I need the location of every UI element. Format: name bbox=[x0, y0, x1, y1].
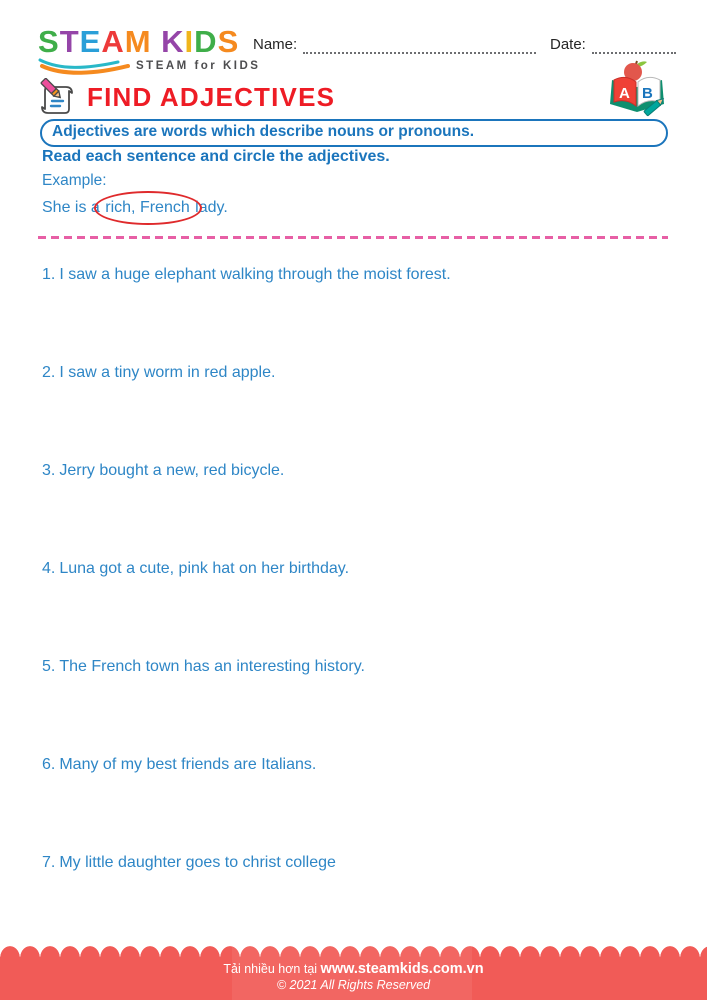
sentence-text: The French town has an interesting history. bbox=[59, 658, 365, 675]
logo-letter: T bbox=[59, 24, 80, 59]
sentence-number: 3. bbox=[42, 462, 56, 479]
footer-copyright: © 2021 All Rights Reserved bbox=[276, 978, 431, 992]
sentence-number: 6. bbox=[42, 756, 56, 773]
sentence-number: 7. bbox=[42, 854, 56, 871]
sentence-list bbox=[42, 265, 672, 951]
svg-text:B: B bbox=[642, 85, 653, 102]
pencil-paper-icon bbox=[38, 78, 78, 116]
logo-letter: A bbox=[101, 24, 125, 59]
logo-letter: E bbox=[79, 24, 102, 59]
sentence-row bbox=[42, 657, 672, 755]
sentence-number: 1. bbox=[42, 266, 56, 283]
sentence-row bbox=[42, 755, 672, 853]
sentence-text: Many of my best friends are Italians. bbox=[59, 756, 317, 773]
sentence-row bbox=[42, 363, 672, 461]
sentence-row bbox=[42, 853, 672, 951]
logo-wordmark bbox=[38, 26, 260, 57]
logo-letter bbox=[152, 24, 162, 59]
logo-letter: I bbox=[184, 24, 195, 59]
sentence-number: 5. bbox=[42, 658, 56, 675]
definition-box bbox=[40, 119, 668, 147]
name-field-group bbox=[253, 36, 536, 54]
sentence-text: I saw a huge elephant walking through the moist forest. bbox=[59, 266, 451, 283]
sentence-number: 2. bbox=[42, 364, 56, 381]
date-label: Date: bbox=[550, 36, 586, 53]
sentence-text: Jerry bought a new, red bicycle. bbox=[59, 462, 285, 479]
name-label: Name: bbox=[253, 36, 298, 53]
svg-text:A: A bbox=[619, 85, 630, 102]
date-field-group bbox=[550, 36, 676, 54]
example-sentence bbox=[42, 199, 228, 217]
logo-letter: S bbox=[217, 24, 240, 59]
logo-letter: M bbox=[124, 24, 152, 59]
sentence-row bbox=[42, 559, 672, 657]
logo-letter: D bbox=[194, 24, 218, 59]
sentence-row bbox=[42, 265, 672, 363]
sentence-number: 4. bbox=[42, 560, 56, 577]
definition-text: Adjectives are words which describe nouns or pronouns. bbox=[52, 123, 475, 140]
example-label: Example: bbox=[42, 172, 107, 189]
footer-download-line bbox=[0, 957, 707, 977]
footer-url-link[interactable]: www.steamkids.com.vn bbox=[320, 961, 484, 977]
date-blank-line bbox=[592, 39, 676, 54]
dashed-divider bbox=[38, 236, 668, 239]
sentence-text: I saw a tiny worm in red apple. bbox=[59, 364, 276, 381]
abc-book-icon bbox=[606, 56, 668, 118]
logo-letter: K bbox=[161, 24, 185, 59]
title-row bbox=[38, 78, 335, 116]
footer-pre-text: Tải nhiều hơn tại bbox=[223, 962, 318, 976]
red-circle-annotation bbox=[94, 191, 201, 225]
circled-words: rich, French bbox=[105, 199, 190, 216]
logo-swoosh-icon bbox=[38, 58, 130, 75]
steamkids-logo bbox=[38, 26, 260, 75]
page-title: FIND ADJECTIVES bbox=[87, 81, 336, 112]
sentence-text: My little daughter goes to christ college bbox=[59, 854, 336, 871]
sentence-row bbox=[42, 461, 672, 559]
name-date-row bbox=[253, 36, 676, 54]
logo-letter: S bbox=[38, 24, 60, 59]
example-after: lady. bbox=[190, 199, 228, 216]
instruction-text: Read each sentence and circle the adjectives. bbox=[42, 148, 390, 165]
sentence-text: Luna got a cute, pink hat on her birthday. bbox=[59, 560, 350, 577]
example-before: She is a bbox=[42, 199, 105, 216]
name-blank-line bbox=[303, 39, 536, 54]
footer bbox=[0, 957, 707, 1000]
logo-tagline: STEAM for KIDS bbox=[136, 60, 261, 72]
circled-adjectives bbox=[104, 199, 190, 216]
